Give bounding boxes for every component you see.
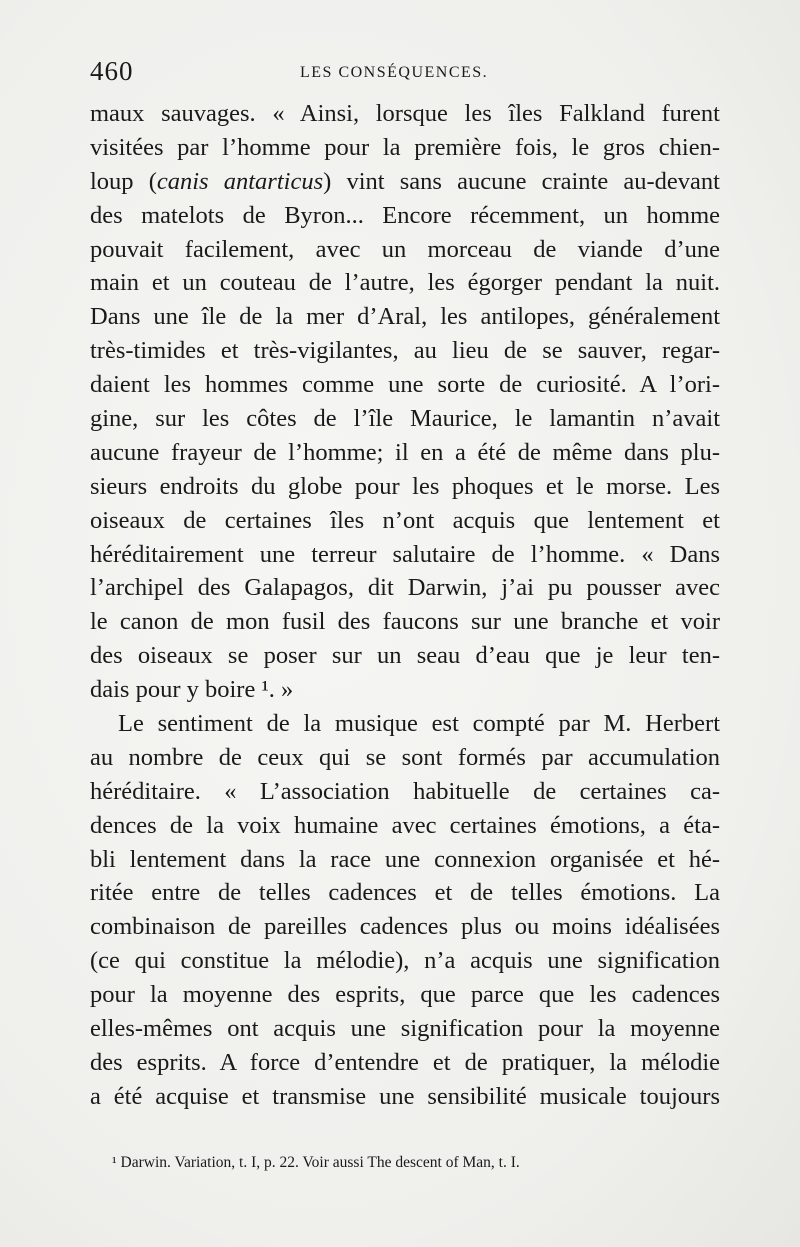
- text-line: loup (canis antarticus) vint sans aucune crainte au-devant: [90, 167, 720, 195]
- text-line: des oiseaux se poser sur un seau d’eau que je leur ten-: [90, 642, 720, 670]
- text-line: au nombre de ceux qui se sont formés par accumulation: [90, 743, 720, 771]
- text-line: l’archipel des Galapagos, dit Darwin, j’ai pu pousser avec: [90, 574, 720, 602]
- text-line: ritée entre de telles cadences et de telles émotions. La: [90, 879, 720, 907]
- text-line: Dans une île de la mer d’Aral, les antilopes, généralement: [90, 303, 720, 331]
- text-line: dais pour y boire ¹. »: [90, 676, 294, 704]
- running-head: LES CONSÉQUENCES.: [300, 64, 489, 81]
- text-line: main et un couteau de l’autre, les égorger pendant la nuit.: [90, 269, 720, 297]
- text-line: aucune frayeur de l’homme; il en a été de même dans plu-: [90, 438, 720, 466]
- text-line: elles-mêmes ont acquis une signification pour la moyenne: [90, 1015, 720, 1043]
- text-line: bli lentement dans la race une connexion organisée et hé-: [90, 845, 720, 873]
- text-line: oiseaux de certaines îles n’ont acquis que lentement et: [90, 506, 720, 534]
- body-text: [90, 97, 720, 1114]
- text-line: visitées par l’homme pour la première fois, le gros chien-: [90, 133, 720, 161]
- text-line: pour la moyenne des esprits, que parce que les cadences: [90, 981, 720, 1009]
- text-line: combinaison de pareilles cadences plus ou moins idéalisées: [90, 913, 720, 941]
- text-line: le canon de mon fusil des faucons sur une branche et voir: [90, 608, 720, 636]
- text-line: pouvait facilement, avec un morceau de viande d’une: [90, 235, 720, 263]
- footnote: ¹ Darwin. Variation, t. I, p. 22. Voir aussi The descent of Man, t. I.: [112, 1154, 520, 1171]
- text-line: très-timides et très-vigilantes, au lieu de se sauver, regar-: [90, 337, 720, 365]
- italic-term: canis antarticus: [156, 167, 324, 195]
- text-line: dences de la voix humaine avec certaines émotions, a éta-: [90, 811, 720, 839]
- text-line: héréditaire. « L’association habituelle de certaines ca-: [90, 777, 720, 805]
- text-line: sieurs endroits du globe pour les phoques et le morse. Les: [90, 472, 720, 500]
- text-line: maux sauvages. « Ainsi, lorsque les îles Falkland furent: [90, 100, 720, 127]
- text-line: Le sentiment de la musique est compté par M. Herbert: [118, 710, 720, 738]
- text-line: des matelots de Byron... Encore récemment, un homme: [90, 201, 720, 229]
- text-line: a été acquise et transmise une sensibilité musicale toujours: [90, 1082, 720, 1110]
- text-line: des esprits. A force d’entendre et de pratiquer, la mélodie: [90, 1048, 720, 1076]
- text-line: daient les hommes comme une sorte de curiosité. A l’ori-: [90, 371, 720, 399]
- page-number: 460: [90, 56, 134, 86]
- text-line: (ce qui constitue la mélodie), n’a acquis une signification: [90, 947, 720, 975]
- text-line: héréditairement une terreur salutaire de l’homme. « Dans: [90, 540, 720, 568]
- page-header: [90, 50, 720, 90]
- text-line: gine, sur les côtes de l’île Maurice, le lamantin n’avait: [90, 405, 720, 433]
